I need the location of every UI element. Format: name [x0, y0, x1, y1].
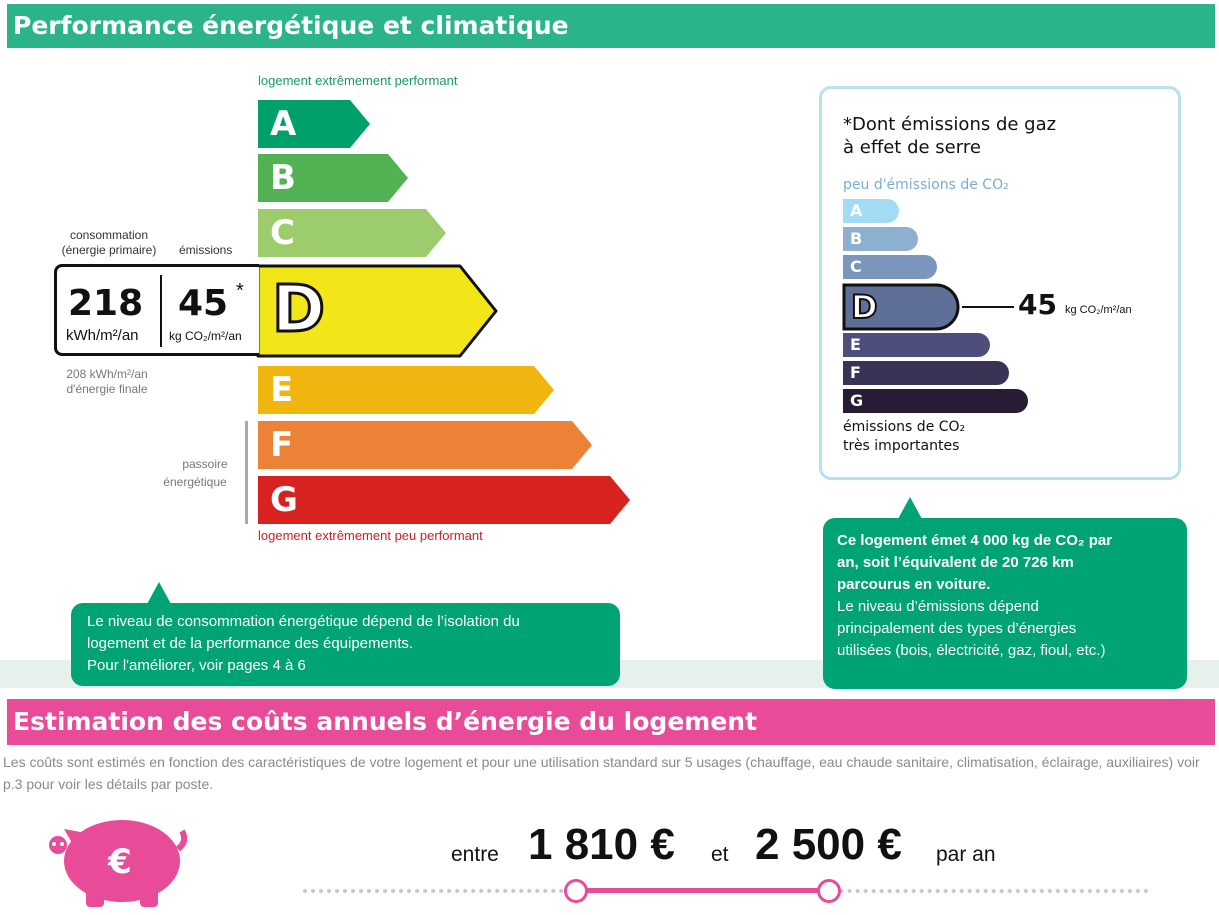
dpe-letter-g: G	[270, 480, 298, 520]
cost-range-bar	[576, 888, 828, 893]
svg-text:€: €	[108, 842, 132, 882]
ges-value-connector	[962, 306, 1014, 308]
dpe-top-caption: logement extrêmement performant	[258, 73, 458, 88]
ges-bar-g	[843, 389, 1028, 413]
consumption-unit: kWh/m²/an	[66, 327, 139, 344]
costs-description: Les coûts sont estimés en fonction des caractéristiques de votre logement et pour une utilisation standard sur 5 usages (chauffage, eau chaude sanitaire, climatisation, éclairage, auxiliaires) voir p.3 pour voir les détails par poste.	[3, 754, 1200, 792]
callout-energy-line3: Pour l'améliorer, voir pages 4 à 6	[87, 657, 306, 674]
piggy-bank-euro-icon	[42, 807, 187, 913]
ges-bar-a	[843, 199, 899, 223]
callout-ges-line2: principalement des types d’énergies	[837, 620, 1077, 637]
passoire-sublabel: énergétique	[163, 475, 227, 489]
final-energy-value: 208 kWh/m²/an	[66, 367, 148, 381]
dpe-letter-a: A	[270, 104, 297, 144]
ges-bar-b	[843, 227, 918, 251]
ges-letter-c: C	[850, 257, 862, 276]
cost-min-marker	[564, 879, 588, 903]
callout-ges-bold2: an, soit l’équivalent de 20 726 km	[837, 554, 1074, 571]
dpe-bar-g	[258, 476, 630, 524]
dpe-letter-f: F	[270, 425, 294, 465]
cost-per-year-label: par an	[936, 843, 996, 866]
passoire-label: passoire	[182, 457, 228, 471]
ges-title	[843, 113, 1056, 159]
callout-ges-line3: utilisées (bois, électricité, gaz, fioul, etc.)	[837, 642, 1106, 659]
ges-letter-e: E	[850, 335, 861, 354]
ges-bar-e	[843, 333, 990, 357]
ges-bottom-caption-line2: très importantes	[843, 438, 960, 454]
cost-between-label: entre	[451, 843, 499, 866]
ges-bar-c	[843, 255, 937, 279]
dpe-bar-e	[258, 366, 554, 414]
ges-bar-d-current	[842, 283, 962, 335]
ges-title-line1: *Dont émissions de gaz	[843, 114, 1057, 135]
ges-unit: kg CO₂/m²/an	[1065, 304, 1132, 316]
ges-bottom-caption-line1: émissions de CO₂	[843, 419, 966, 435]
consumption-sublabel: (énergie primaire)	[61, 243, 157, 257]
dpe-letter-b: B	[270, 158, 296, 198]
callout-energy	[71, 603, 620, 686]
ges-letter-f: F	[850, 363, 861, 382]
dpe-letter-c: C	[270, 213, 295, 253]
callout-ges	[823, 518, 1187, 689]
emissions-unit: kg CO₂/m²/an	[169, 329, 242, 343]
consumption-label: consommation	[69, 228, 149, 242]
section-title-performance: Performance énergétique et climatique	[7, 4, 1215, 48]
dpe-bar-c	[258, 209, 446, 257]
ges-title-line2: à effet de serre	[843, 137, 981, 158]
ges-bottom-caption	[843, 418, 965, 456]
callout-energy-pointer	[147, 582, 171, 604]
section-title-costs: Estimation des coûts annuels d’énergie du logement	[7, 699, 1215, 745]
ges-bar-f	[843, 361, 1009, 385]
dpe-bar-f	[258, 421, 592, 469]
ges-letter-a: A	[850, 201, 863, 220]
cost-max-marker	[817, 879, 841, 903]
callout-ges-bold3: parcourus en voiture.	[837, 576, 991, 593]
callout-ges-line1: Le niveau d’émissions dépend	[837, 598, 1039, 615]
value-divider	[160, 275, 162, 347]
dpe-bar-b	[258, 154, 408, 202]
ges-value: 45	[1018, 288, 1057, 321]
callout-energy-line2: logement et de la performance des équipements.	[87, 635, 414, 652]
ges-letter-b: B	[850, 229, 863, 248]
dpe-letter-e: E	[270, 370, 294, 410]
callout-ges-pointer	[898, 497, 922, 519]
emissions-asterisk: *	[236, 280, 244, 302]
cost-min-value: 1 810 €	[528, 820, 675, 869]
emissions-label: émissions	[179, 243, 233, 257]
dpe-bar-d-current	[256, 264, 500, 362]
callout-energy-line1: Le niveau de consommation énergétique dépend de l’isolation du	[87, 613, 520, 630]
dpe-bar-a	[258, 100, 370, 148]
cost-and-label: et	[711, 843, 729, 866]
final-energy-label: d'énergie finale	[66, 382, 148, 396]
passoire-bracket	[245, 421, 248, 524]
emissions-value: 45	[178, 283, 229, 324]
consumption-value: 218	[68, 283, 144, 324]
ges-letter-d: D	[851, 288, 878, 326]
ges-top-caption: peu d'émissions de CO₂	[843, 177, 1009, 193]
ges-letter-g: G	[850, 391, 864, 410]
callout-ges-bold1: Ce logement émet 4 000 kg de CO₂ par	[837, 532, 1113, 549]
cost-max-value: 2 500 €	[755, 820, 902, 869]
dpe-bottom-caption: logement extrêmement peu performant	[258, 528, 483, 543]
dpe-letter-d: D	[272, 273, 326, 347]
